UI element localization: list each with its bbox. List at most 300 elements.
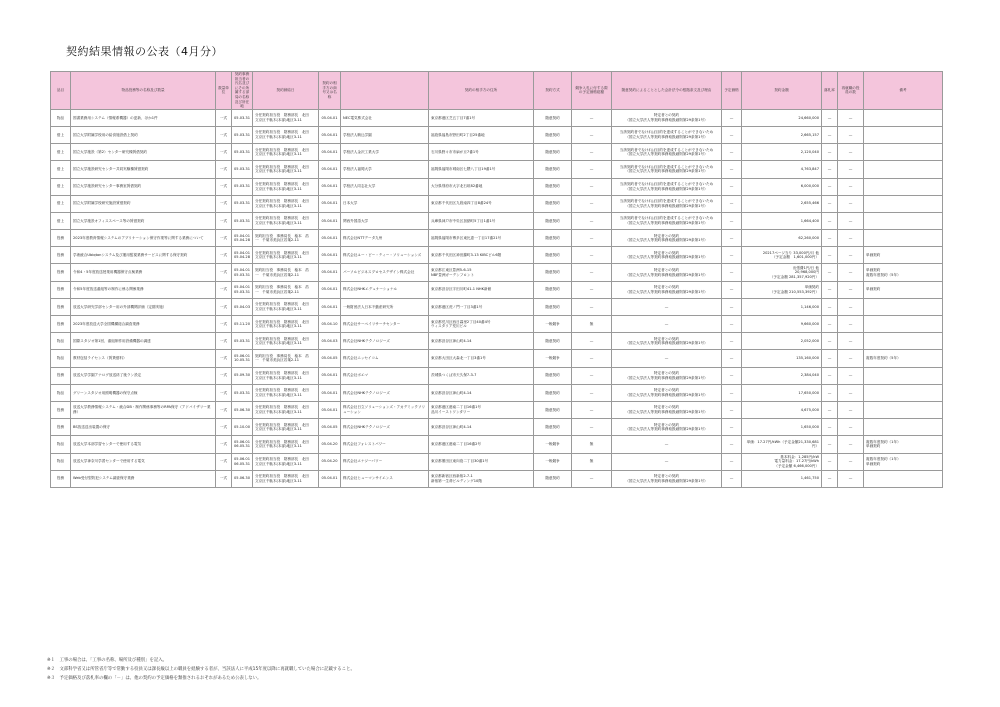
table-cell: — (822, 178, 838, 195)
table-cell: 特定者との契約 （国立大学法人等契約事務取扱細則第29条第1号） (612, 333, 722, 350)
table-cell: — (822, 436, 838, 453)
table-cell: 契約担当役 事務局長 稲本 浩 一 千葉市美浜区若葉2-11 (253, 350, 319, 367)
table-cell: 05.04.01 (319, 195, 341, 212)
table-cell: 一式 (216, 144, 232, 161)
contracts-table (50, 71, 943, 488)
table-cell: 株式会社ポエマ (341, 367, 429, 384)
table-cell: — (838, 212, 864, 229)
table-body (51, 109, 943, 487)
table-cell: 随意契約 (534, 281, 572, 298)
table-cell: 福岡県福岡市城南区七隈八丁目19番1号 (429, 161, 534, 178)
table-cell: 05.04.01 (319, 247, 341, 264)
table-row (51, 195, 943, 212)
table-cell: 05.03.31 (232, 384, 253, 401)
table-cell: 随意契約 (534, 401, 572, 418)
table-cell: 借上 (51, 161, 71, 178)
table-cell: 05.03.31 (232, 161, 253, 178)
header-cell: 予定価格 (722, 72, 742, 110)
table-cell: 05.04.01 (319, 470, 341, 487)
table-cell: 当該契約者でなければ目的を達成することができないため （国立大学法人等契約事務取扱細則第29条第1号） (612, 126, 722, 143)
table-cell: — (822, 298, 838, 315)
table-cell: 役務 (51, 264, 71, 281)
table-cell: — (572, 247, 612, 264)
table-cell: — (822, 161, 838, 178)
table-cell: 一式 (216, 419, 232, 436)
table-cell: 東京都大田区大森北一丁目3番1号 (429, 350, 534, 367)
table-cell: — (612, 436, 722, 453)
table-cell: — (722, 453, 742, 470)
table-cell: 05.04.01 (319, 126, 341, 143)
table-cell: 随意契約 (534, 161, 572, 178)
table-cell: — (838, 333, 864, 350)
table-cell: — (838, 126, 864, 143)
table-cell: — (572, 161, 612, 178)
table-cell (864, 161, 943, 178)
table-cell: 国立大学施設研究センター共同実験棟賃借契約 (71, 161, 216, 178)
table-cell: — (572, 281, 612, 298)
page-title: 契約結果情報の公表（4月分） (66, 45, 223, 58)
table-cell (864, 298, 943, 315)
table-cell: 複数年度契約（1年） 単価契約 (864, 453, 943, 470)
table-cell: — (838, 401, 864, 418)
table-cell: 分任契約担当役 財務部長 北田 文京区千駄木(本部)地区3-11 (253, 367, 319, 384)
table-row (51, 350, 943, 367)
table-cell: 62,260,000 (742, 230, 822, 247)
table-cell: 分任契約担当役 財務部長 北田 文京区千駄木(本部)地区3-11 (253, 195, 319, 212)
table-cell: — (572, 264, 612, 281)
table-cell: 役務 (51, 281, 71, 298)
table-cell: — (572, 109, 612, 126)
table-row (51, 470, 943, 487)
header-cell: 数量単位 (216, 72, 232, 110)
table-cell (864, 470, 943, 487)
table-cell: — (722, 316, 742, 333)
table-cell: 分任契約担当役 財務部長 北田 文京区千駄木(本部)地区3-11 (253, 419, 319, 436)
table-cell: — (838, 453, 864, 470)
footnotes (47, 658, 927, 686)
table-cell: 05.04.01 (319, 298, 341, 315)
table-cell: 05.03.31 (232, 126, 253, 143)
table-cell: — (838, 419, 864, 436)
table-cell: 無 (572, 316, 612, 333)
table-cell: 株式会社NHKテクノロジーズ (341, 419, 429, 436)
table-cell: 特定者との契約 （国立大学法人等契約事務取扱細則第29条第1号） (612, 470, 722, 487)
table-cell: — (722, 367, 742, 384)
table-cell: 05.04.01 (319, 212, 341, 229)
table-cell: 当該契約者でなければ目的を達成することができないため （国立大学法人等契約事務取扱細則第29条第1号） (612, 212, 722, 229)
table-cell: — (822, 470, 838, 487)
table-cell: 物品 (51, 453, 71, 470)
table-cell: 随意契約 (534, 195, 572, 212)
table-cell: 随意契約 (534, 367, 572, 384)
table-cell: 分任契約担当役 財務部長 北田 文京区千駄木(本部)地区3-11 (253, 109, 319, 126)
table-cell: 無 (572, 436, 612, 453)
table-cell: 05.04.01 (319, 178, 341, 195)
table-cell: — (838, 178, 864, 195)
table-cell: 物品 (51, 350, 71, 367)
table-row (51, 161, 943, 178)
table-cell: 一式 (216, 126, 232, 143)
table-cell: 05.06.01 06.05.31 (232, 436, 253, 453)
table-cell (864, 230, 943, 247)
table-cell: 東京都新宿区西新宿2-7-1 新宿第一生命ビルディング10階 (429, 470, 534, 487)
table-cell: 分任契約担当役 財務部長 北田 文京区千駄木(本部)地区3-11 (253, 298, 319, 315)
table-cell: 一般競争 (534, 453, 572, 470)
table-cell: 一式 (216, 333, 232, 350)
table-cell: 令和4・5年度放送授業用機器保守点検業務 (71, 264, 216, 281)
table-cell: 特定者との契約 （国立大学法人等契約事務取扱細則第29条第1号） (612, 384, 722, 401)
table-cell: 国立大学施設研究センター事務室賃借契約 (71, 178, 216, 195)
table-cell: 05.03.31 (232, 144, 253, 161)
table-cell: 4,763,847 (742, 161, 822, 178)
table-cell: 東京都渋谷区神山町4-14 (429, 333, 534, 350)
table-cell (864, 212, 943, 229)
table-cell: 一式 (216, 470, 232, 487)
table-header-row (51, 72, 943, 110)
table-cell: 分任契約担当役 財務部長 北田 文京区千駄木(本部)地区3-11 (253, 470, 319, 487)
table-cell: 特定者との契約 （国立大学法人等契約事務取扱細則第29条第1号） (612, 109, 722, 126)
header-cell: 契約の相手方の商号又は名称 (319, 72, 341, 110)
table-cell: — (572, 470, 612, 487)
table-cell: 複数年度契約（1年） 単価契約 (864, 436, 943, 453)
table-cell: — (822, 367, 838, 384)
table-cell: 単価：17.27円/kWh（予定金額21,330,681円） (742, 436, 822, 453)
header-cell: 契約の相手方の住所 (429, 72, 534, 110)
table-row (51, 401, 943, 418)
header-cell: 物品役務等の名称及び数量 (71, 72, 216, 110)
table-cell: 1,461,750 (742, 470, 822, 487)
table-cell: — (722, 178, 742, 195)
table-cell (864, 178, 943, 195)
table-cell: 複数年度契約（5年） (864, 350, 943, 367)
table-cell: 05.04.01 (319, 264, 341, 281)
table-cell: 05.10.00 (232, 419, 253, 436)
table-cell: 令和5年度放送番組等の制作に係る関係業務 (71, 281, 216, 298)
table-cell: — (822, 350, 838, 367)
table-cell: 図書業務用システム（情報系機器）の更新、ほか1件 (71, 109, 216, 126)
table-cell: 東京都港区港南二丁目16番1号 品川イーストワンタワー (429, 401, 534, 418)
table-cell: 放送大学研究学部センター用の外部機関評価（定期実施） (71, 298, 216, 315)
table-cell: 1,664,400 (742, 212, 822, 229)
table-cell: — (838, 436, 864, 453)
header-cell: 契約事務担当者の氏名並びにその所属する部局の名称及び所在地 (232, 72, 253, 110)
table-cell: 役務 (51, 470, 71, 487)
table-cell: 随意契約 (534, 419, 572, 436)
table-cell: — (572, 126, 612, 143)
table-cell: 05.04.01 (319, 384, 341, 401)
table-row (51, 230, 943, 247)
table-cell: — (722, 470, 742, 487)
table-cell: 2,120,040 (742, 144, 822, 161)
table-cell: 05.04.20 (319, 453, 341, 470)
table-cell: 一式 (216, 298, 232, 315)
table-row (51, 212, 943, 229)
table-cell: 1,650,000 (742, 419, 822, 436)
table-cell: — (572, 333, 612, 350)
table-cell: 2,052,000 (742, 333, 822, 350)
table-cell: 役務 (51, 230, 71, 247)
table-cell: 株式会社NHKテクノロジーズ (341, 384, 429, 401)
table-cell: 借上 (51, 195, 71, 212)
table-cell: 05.04.03 (319, 333, 341, 350)
table-cell: 国立大学附属学校用の給食施設借上契約 (71, 126, 216, 143)
table-cell: 単価契約 複数年度契約（5年） (864, 264, 943, 281)
table-cell: 出張費1円/日 他 20,968,000円 （予定金額 281,357,920円） (742, 264, 822, 281)
table-cell: 随意契約 (534, 247, 572, 264)
table-cell: — (822, 109, 838, 126)
table-cell: 2,655,466 (742, 195, 822, 212)
table-cell: — (572, 419, 612, 436)
table-cell: — (822, 419, 838, 436)
table-row (51, 247, 943, 264)
table-cell (864, 419, 943, 436)
table-cell: — (722, 161, 742, 178)
table-cell: — (822, 333, 838, 350)
table-cell: 関西外国語大学 (341, 212, 429, 229)
table-cell: 05.04.01 05.03.31 (232, 281, 253, 298)
table-row (51, 333, 943, 350)
header-cell: 再就職の役員の数 (838, 72, 864, 110)
table-cell: — (572, 230, 612, 247)
table-cell: — (572, 212, 612, 229)
table-cell: — (822, 264, 838, 281)
table-row (51, 367, 943, 384)
table-cell: — (572, 298, 612, 315)
table-cell (864, 333, 943, 350)
table-cell: 基本料金：1,285円/kW 電力量料金：17.27円/kWh （予定金額 6,466,000円） (742, 453, 822, 470)
table-cell: 一般競争 (534, 316, 572, 333)
table-cell: 一式 (216, 195, 232, 212)
table-cell: 特定者との契約 （国立大学法人等契約事務取扱細則第29条第1号） (612, 247, 722, 264)
table-cell: 一式 (216, 453, 232, 470)
table-cell (864, 367, 943, 384)
table-cell: — (722, 144, 742, 161)
table-cell: — (838, 367, 864, 384)
table-cell: 東京都港区虎ノ門一丁目3番1号 (429, 298, 534, 315)
table-cell: 随意契約 (534, 109, 572, 126)
table-cell: 05.03.31 (232, 178, 253, 195)
table-cell: 随意契約 (534, 298, 572, 315)
table-cell: BS放送送出装置の保守 (71, 419, 216, 436)
table-row (51, 316, 943, 333)
table-cell: — (838, 264, 864, 281)
header-cell: 契約締結日 (253, 72, 319, 110)
table-cell: 株式会社NTTデータ九州 (341, 230, 429, 247)
table-cell: 契約担当役 事務局長 稲本 浩 一 千葉市美浜区若葉2-11 (253, 264, 319, 281)
table-cell: — (722, 230, 742, 247)
table-cell: 特定者との契約 （国立大学法人等契約事務取扱細則第29条第1号） (612, 281, 722, 298)
table-cell: 135,160,000 (742, 350, 822, 367)
header-cell: 競争入札に付する際の予定価格総額 (572, 72, 612, 110)
table-cell: 随意契約 (534, 230, 572, 247)
table-cell: 役務 (51, 419, 71, 436)
header-cell: 契約方式 (534, 72, 572, 110)
table-cell: 05.04.03 (232, 298, 253, 315)
table-cell: — (822, 212, 838, 229)
table-cell: 05.04.01 05.04.28 (232, 230, 253, 247)
table-cell: 学校法人金沢工業大学 (341, 144, 429, 161)
table-row (51, 126, 943, 143)
table-cell: 6,000,000 (742, 178, 822, 195)
table-cell: 随意契約 (534, 333, 572, 350)
table-cell: 単価契約 （予定金額 210,553,392円） (742, 281, 822, 298)
table-cell: — (838, 470, 864, 487)
table-cell: 05.04.05 (319, 350, 341, 367)
table-cell: 05.04.01 (319, 230, 341, 247)
table-cell: 2023年度放送大学全国機構総合調査業務 (71, 316, 216, 333)
table-cell: — (722, 212, 742, 229)
table-row (51, 144, 943, 161)
table-cell: グリーンスタジオ用照明機器の保守点検 (71, 384, 216, 401)
table-cell: 05.03.31 (232, 109, 253, 126)
table-cell: 05.03.31 (232, 212, 253, 229)
table-cell: 茨城県つくば市天久保7-3-7 (429, 367, 534, 384)
table-cell: 随意契約 (534, 470, 572, 487)
table-cell: 学校法人駒込学園 (341, 126, 429, 143)
table-cell: 05.04.01 05.03.31 (232, 264, 253, 281)
table-cell (864, 144, 943, 161)
table-cell: — (572, 384, 612, 401)
table-cell: 東京都千代田区神田錦町3-13 KIBCビル6階 (429, 247, 534, 264)
table-cell: 一式 (216, 367, 232, 384)
table-cell: — (722, 401, 742, 418)
table-cell: 17,650,000 (742, 384, 822, 401)
table-cell: 一式 (216, 247, 232, 264)
table-cell: 特定者との契約 （国立大学法人等契約事務取扱細則第29条第1号） (612, 419, 722, 436)
table-cell: 05.04.01 (319, 144, 341, 161)
table-cell: 大分県別府市大字北石垣82番地 (429, 178, 534, 195)
table-cell: — (822, 281, 838, 298)
table-cell: — (612, 316, 722, 333)
table-row (51, 264, 943, 281)
table-cell: — (722, 384, 742, 401)
table-cell: 契約担当役 事務局長 稲本 浩 一 千葉市美浜区若葉2-11 (253, 281, 319, 298)
table-cell: 05.06.30 (232, 401, 253, 418)
table-cell: 放送大学教務情報システム・統合DB・制作関係事務等のRPA保守（アドバイザリー業務） (71, 401, 216, 418)
table-cell: 東京都港区港南二丁目16番2号 (429, 436, 534, 453)
table-cell: 日本大学 (341, 195, 429, 212)
table-cell: 株式会社ニッセイコム (341, 350, 429, 367)
table-cell: 一式 (216, 161, 232, 178)
table-cell: 株式会社NHKエデュケーショナル (341, 281, 429, 298)
table-cell: 物品 (51, 333, 71, 350)
table-cell: 兵庫県神戸市中央区加納町5丁目1番1号 (429, 212, 534, 229)
table-cell: — (822, 230, 838, 247)
table-cell: 一般競争 (534, 436, 572, 453)
table-cell: 当該契約者でなければ目的を達成することができないため （国立大学法人等契約事務取扱細則第29条第1号） (612, 144, 722, 161)
table-cell: 05.11.20 (232, 316, 253, 333)
table-cell: 一式 (216, 178, 232, 195)
table-cell: — (612, 350, 722, 367)
table-cell: 役務 (51, 367, 71, 384)
table-cell: 05.06.01 06.05.31 (232, 453, 253, 470)
table-cell: 分任契約担当役 財務部長 北田 文京区千駄木(本部)地区3-11 (253, 178, 319, 195)
table-cell: 一式 (216, 350, 232, 367)
table-cell (864, 401, 943, 418)
table-cell: 分任契約担当役 財務部長 北田 文京区千駄木(本部)地区3-11 (253, 316, 319, 333)
header-cell (341, 72, 429, 110)
table-cell: 株式会社エナジーパワー (341, 453, 429, 470)
table-cell: — (722, 419, 742, 436)
table-cell: 東京都荒川区西日暮里2丁目40番4号 ウィスタリア荒川ビル (429, 316, 534, 333)
table-cell: — (722, 436, 742, 453)
table-cell: 分任契約担当役 財務部長 北田 文京区千駄木(本部)地区3-11 (253, 401, 319, 418)
table-cell: 借上 (51, 144, 71, 161)
table-row (51, 453, 943, 470)
table-cell: 当該契約者でなければ目的を達成することができないため （国立大学法人等契約事務取扱細則第29条第1号） (612, 195, 722, 212)
table-cell: 05.03.31 (232, 333, 253, 350)
table-row (51, 298, 943, 315)
table-cell: 当該契約者でなければ目的を達成することができないため （国立大学法人等契約事務取扱細則第29条第1号） (612, 161, 722, 178)
table-cell: 2,665,157 (742, 126, 822, 143)
table-cell: 国立大学施設オフィススペース等の賃借契約 (71, 212, 216, 229)
table-cell: 学術統合Ubiqtonシステム及び運用監視業務サービスに関する保守契約 (71, 247, 216, 264)
table-cell: 契約担当役 事務局長 稲本 浩 一 千葉市美浜区若葉2-11 (253, 230, 319, 247)
table-cell: 随意契約 (534, 264, 572, 281)
header-cell: 落札率 (822, 72, 838, 110)
table-cell: 特定者との契約 （国立大学法人等契約事務取扱細則第29条第1号） (612, 264, 722, 281)
table-cell: 分任契約担当役 財務部長 北田 文京区千駄木(本部)地区3-11 (253, 333, 319, 350)
table-cell: 一般財団法人日本不動産研究所 (341, 298, 429, 315)
table-cell: 分任契約担当役 財務部長 北田 文京区千駄木(本部)地区3-11 (253, 436, 319, 453)
table-cell: — (612, 298, 722, 315)
table-cell: — (822, 247, 838, 264)
table-cell: 随意契約 (534, 178, 572, 195)
table-cell: — (572, 144, 612, 161)
table-cell: 役務 (51, 316, 71, 333)
table-cell: — (822, 195, 838, 212)
table-row (51, 419, 943, 436)
table-cell: 05.04.20 (319, 436, 341, 453)
table-cell: 特定者との契約 （国立大学法人等契約事務取扱細則第29条第1号） (612, 367, 722, 384)
table-cell: 随意契約 (534, 384, 572, 401)
table-cell: 分任契約担当役 財務部長 北田 文京区千駄木(本部)地区3-11 (253, 126, 319, 143)
table-cell: — (722, 247, 742, 264)
table-cell: 20217ページ当り 33,000円/月 他 （予定金額 1,601,000円） (742, 247, 822, 264)
table-cell: 特定者との契約 （国立大学法人等契約事務取扱細則第29条第1号） (612, 401, 722, 418)
table-cell: 東京都墨田区東向島二丁目30番1号 (429, 453, 534, 470)
table-cell: 物品 (51, 436, 71, 453)
table-cell: 一式 (216, 230, 232, 247)
table-cell: — (572, 350, 612, 367)
table-cell (864, 316, 943, 333)
table-cell: — (838, 161, 864, 178)
table-cell: 一般競争 (534, 350, 572, 367)
header-cell: 契約金額 (742, 72, 822, 110)
table-cell: 一式 (216, 264, 232, 281)
table-cell: 東京都江東区豊洲5-6-15 NBF豊洲ガーデンフロント (429, 264, 534, 281)
table-cell: — (838, 195, 864, 212)
table-cell: — (722, 350, 742, 367)
table-cell: 分任契約担当役 財務部長 北田 文京区千駄木(本部)地区3-11 (253, 212, 319, 229)
table-cell: 特定者との契約 （国立大学法人等契約事務取扱細則第29条第1号） (612, 230, 722, 247)
table-row (51, 109, 943, 126)
table-cell: — (572, 367, 612, 384)
table-cell: 国際スタジオ第1回、番組制作用設備機器の調達 (71, 333, 216, 350)
table-cell: 株式会社ヒューマンサイエンス (341, 470, 429, 487)
table-cell (864, 384, 943, 401)
table-cell: 放送大学学園アナログ放送終了後ラン設定 (71, 367, 216, 384)
table-cell: — (722, 281, 742, 298)
table-cell: 福島県福島市野田町2丁目25番地 (429, 126, 534, 143)
table-cell: 一式 (216, 436, 232, 453)
table-cell: — (838, 281, 864, 298)
table-cell (864, 126, 943, 143)
table-cell: 東京都渋谷区神山町4-14 (429, 419, 534, 436)
table-cell (864, 195, 943, 212)
table-cell: — (822, 316, 838, 333)
table-cell: 一式 (216, 316, 232, 333)
